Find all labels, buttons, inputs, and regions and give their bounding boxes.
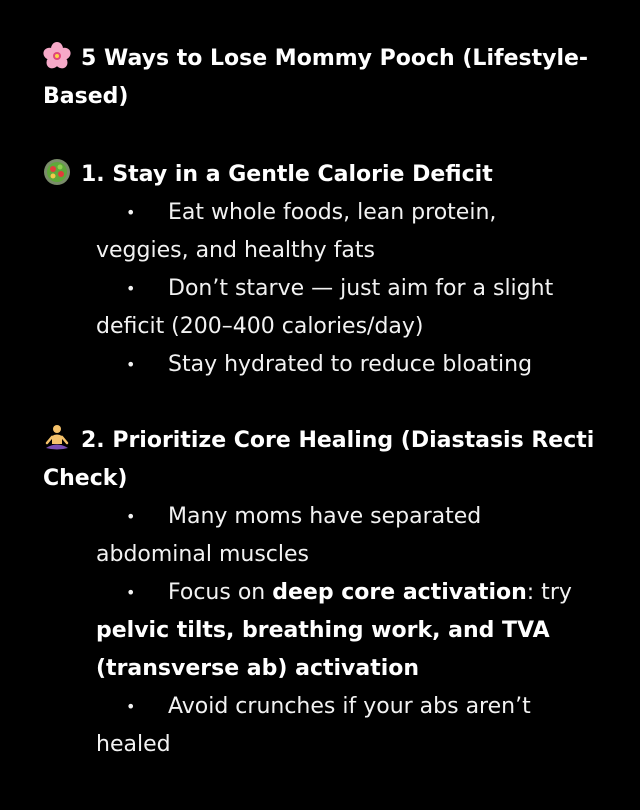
section-core-healing	[43, 422, 603, 764]
bullet-text: Focus on	[168, 580, 273, 605]
bullet-line2: pelvic tilts, breathing work, and TVA	[96, 618, 550, 643]
section1-title: 1. Stay in a Gentle Calorie Deficit	[81, 162, 493, 187]
list-item	[43, 270, 603, 346]
bullet-line2: deficit (200–400 calories/day)	[96, 314, 424, 339]
section1-heading	[43, 156, 603, 194]
salad-icon	[43, 158, 71, 186]
bullet-line1	[96, 574, 603, 612]
title-block	[43, 40, 603, 116]
bullet-glyph: •	[126, 279, 136, 298]
page-title	[43, 40, 603, 78]
bullet-line1: Don’t starve — just aim for a slight	[168, 276, 554, 301]
bullet-line2: abdominal muscles	[96, 542, 309, 567]
bullet-glyph: •	[126, 507, 136, 526]
bullet-line3: (transverse ab) activation	[96, 656, 420, 681]
list-item	[43, 194, 603, 270]
list-item	[43, 574, 603, 688]
section-spacer	[43, 384, 603, 422]
bullet-line1: Many moms have separated	[168, 504, 482, 529]
section2-title-line2: Check)	[43, 466, 128, 491]
section-calorie-deficit	[43, 156, 603, 384]
bullet-line2: veggies, and healthy fats	[96, 238, 375, 263]
bullet-glyph: •	[126, 583, 136, 602]
document	[43, 40, 603, 764]
title-line1: 5 Ways to Lose Mommy Pooch (Lifestyle-	[81, 46, 589, 71]
bullet-line1: Stay hydrated to reduce bloating	[168, 352, 533, 377]
list-item	[43, 346, 603, 384]
list-item	[43, 688, 603, 764]
bullet-glyph: •	[126, 355, 136, 374]
section2-heading	[43, 422, 603, 460]
bullet-text: : try	[526, 580, 572, 605]
section2-title-line1: 2. Prioritize Core Healing (Diastasis Recti	[81, 428, 595, 453]
person-in-lotus-position-icon	[43, 424, 71, 452]
cherry-blossom-icon	[43, 42, 71, 70]
bullet-glyph: •	[126, 203, 136, 222]
bullet-line2: healed	[96, 732, 171, 757]
bullet-line1: Avoid crunches if your abs aren’t	[168, 694, 531, 719]
bullet-line1: Eat whole foods, lean protein,	[168, 200, 497, 225]
list-item	[43, 498, 603, 574]
bullet-bold-text: deep core activation	[272, 580, 527, 605]
bullet-glyph: •	[126, 697, 136, 716]
title-line2: Based)	[43, 84, 129, 109]
